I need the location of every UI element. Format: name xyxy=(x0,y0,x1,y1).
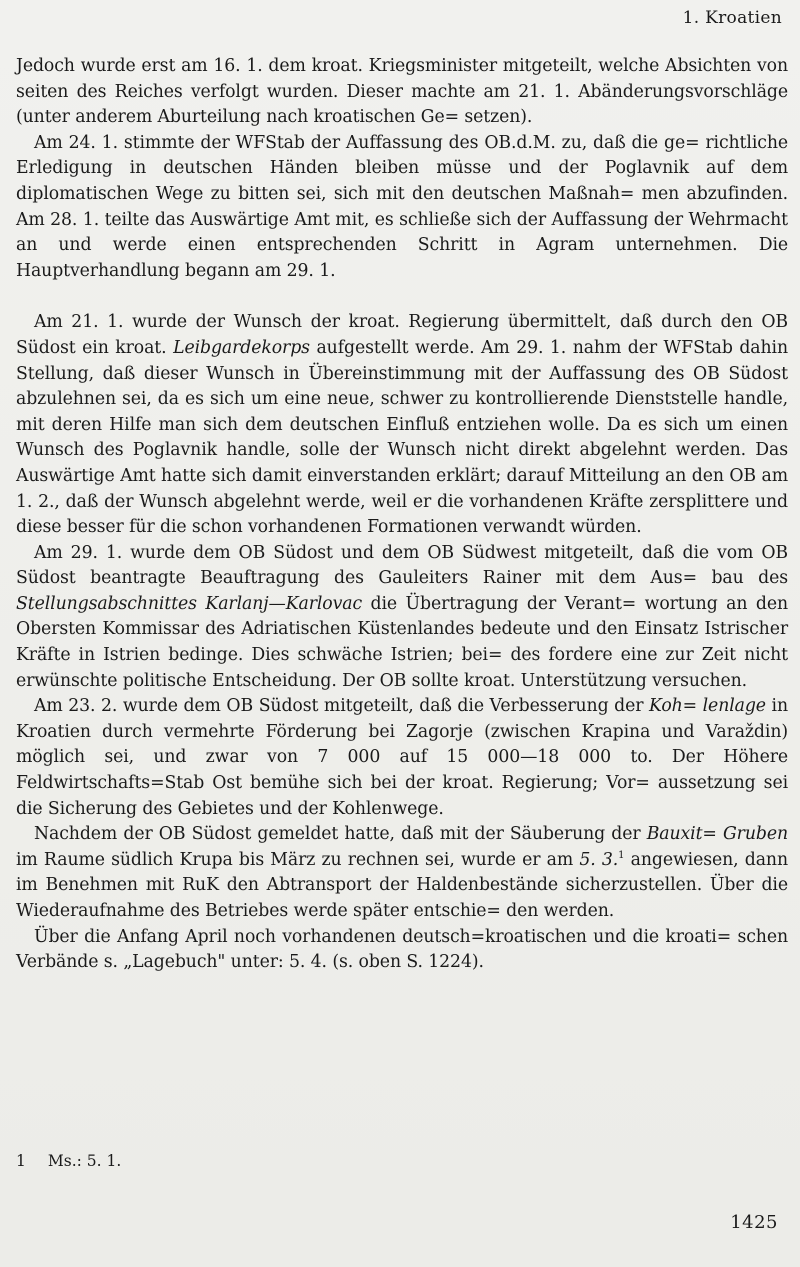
footnote-number: 1 xyxy=(16,1152,26,1170)
emphasis-stellungsabschnitt: Stellungsabschnittes Karlanj—Karlovac xyxy=(16,593,363,614)
paragraph-6: Nachdem der OB Südost gemeldet hatte, daß mit der Säuberung der Bauxit= Gruben im Raume südlich Krupa bis März zu rechnen sei, wurde er am 5. 3.$^1$ angewiesen, dann im Benehmen mit RuK den Abtransport der Haldenbestände sicherzustellen. Über die Wiederaufnahme des Betriebes werde später entschie= den werden. xyxy=(16,824,788,921)
footnote xyxy=(16,1152,121,1170)
section-gap xyxy=(16,284,788,310)
emphasis-leibgardekorps: Leibgardekorps xyxy=(173,337,310,358)
body-text xyxy=(16,54,788,976)
emphasis-date: 5. 3. xyxy=(579,849,619,870)
running-head: 1. Kroatien xyxy=(682,8,782,28)
paragraph-7: Über die Anfang April noch vorhandenen deutsch=kroatischen und die kroati= schen Verbände s. „Lagebuch" unter: 5. 4. (s. oben S. 1224). xyxy=(16,926,788,973)
footnote-text: Ms.: 5. 1. xyxy=(47,1152,122,1170)
paragraph-4: Am 29. 1. wurde dem OB Südost und dem OB Südwest mitgeteilt, daß die vom OB Südost beantragte Beauftragung des Gauleiters Rainer mit dem Aus= bau des Stellungsabschnittes Karlanj—Karlovac die Übertragung der Verant= wortung an den Obersten Kommissar des Adriatischen Küstenlandes bedeute und den Einsatz Istrischer Kräfte in Istrien bedinge. Dies schwäche Istrien; bei= des fordere eine zur Zeit nicht erwünschte politische Entscheidung. Der OB sollte kroat. Unterstützung versuchen. xyxy=(16,542,788,691)
paragraph-3: Am 21. 1. wurde der Wunsch der kroat. Regierung übermittelt, daß durch den OB Südost ein kroat. Leibgardekorps aufgestellt werde. Am 29. 1. nahm der WFStab dahin Stellung, daß dieser Wunsch in Übereinstimmung mit der Auffassung des OB Südost abzulehnen sei, da es sich um eine neue, schwer zu kontrollierende Dienststelle handle, mit deren Hilfe man sich dem deutschen Einfluß entziehen wolle. Da es sich um einen Wunsch des Poglavnik handle, solle der Wunsch nicht direkt abgelehnt werden. Das Auswärtige Amt hatte sich damit einverstanden erklärt; darauf Mitteilung an den OB am 1. 2., daß der Wunsch abgelehnt werde, weil er die vorhandenen Kräfte zersplittere und diese besser für die schon vorhandenen Formationen verwandt würden. xyxy=(16,312,788,538)
paragraph-2: Am 24. 1. stimmte der WFStab der Auffassung des OB.d.M. zu, daß die ge= richtliche Erledigung in deutschen Händen bleiben müsse und der Poglavnik auf dem diplomatischen Wege zu bitten sei, sich mit den deutschen Maßnah= men abzufinden. Am 28. 1. teilte das Auswärtige Amt mit, es schließe sich der Auffassung der Wehrmacht an und werde einen entsprechenden Schritt in Agram unternehmen. Die Hauptverhandlung begann am 29. 1. xyxy=(16,132,788,281)
paragraph-5: Am 23. 2. wurde dem OB Südost mitgeteilt, daß die Verbesserung der Koh= lenlage in Kroatien durch vermehrte Förderung bei Zagorje (zwischen Krapina und Varaždin) möglich sei, und zwar von 7 000 auf 15 000—18 000 to. Der Höhere Feldwirtschafts=Stab Ost bemühe sich bei der kroat. Regierung; Vor= aussetzung sei die Sicherung des Gebietes und der Kohlenwege. xyxy=(16,696,788,819)
footnote-ref[interactable]: 1 xyxy=(618,850,625,862)
emphasis-bauxit-gruben: Bauxit= Gruben xyxy=(646,824,788,845)
page-number: 1425 xyxy=(730,1212,778,1233)
paragraph-1: Jedoch wurde erst am 16. 1. dem kroat. Kriegsminister mitgeteilt, welche Absichten von seiten des Reiches verfolgt wurden. Dieser machte am 21. 1. Abänderungsvorschläge (unter anderem Aburteilung nach kroatischen Ge= setzen). xyxy=(16,56,788,128)
emphasis-kohlenlage: Koh= lenlage xyxy=(648,696,766,717)
